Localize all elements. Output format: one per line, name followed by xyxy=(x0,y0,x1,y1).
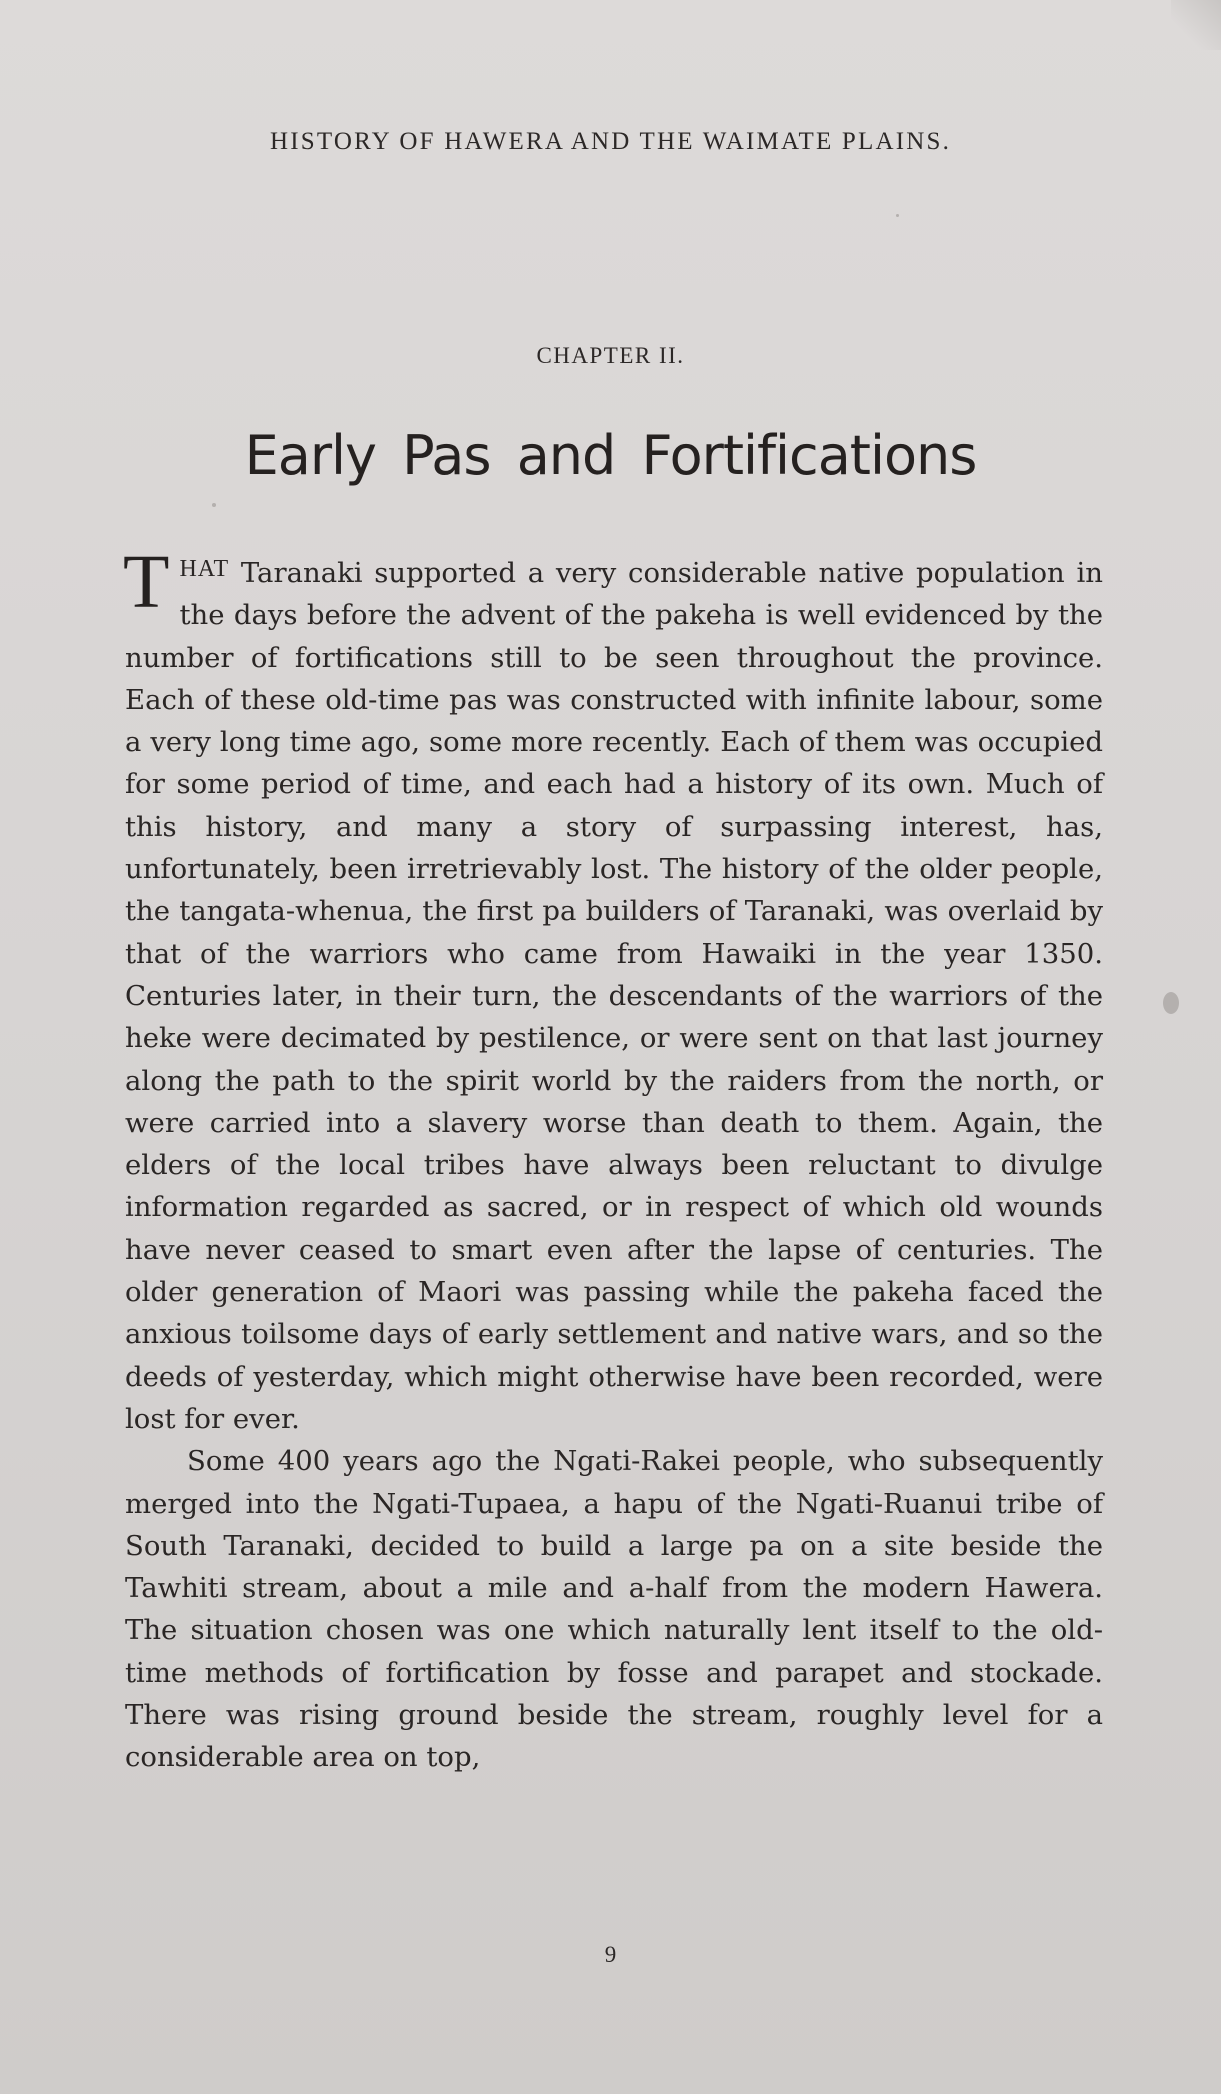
body-text xyxy=(123,540,1103,1779)
paper-speck xyxy=(1163,992,1179,1014)
drop-cap: T xyxy=(123,540,170,624)
paragraph-2: Some 400 years ago the Ngati-Rakei people, who subsequently merged into the Ngati-Tupaea, a hapu of the Ngati-Ruanui tribe of South Taranaki, decided to build a large pa on a site beside the Tawhiti stream, about a mile and a-half from the modern Hawera. The situation chosen was one which naturally lent itself to the old-time methods of fortification by fosse and parapet and stockade. There was rising ground beside the stream, roughly level for a considerable area on top, xyxy=(125,1445,1103,1774)
chapter-title: Early Pas and Fortifications xyxy=(244,424,977,487)
paragraph-1-text: Taranaki supported a very considerable native population in the days before the advent of the pakeha is well evidenced by the number of fortifications still to be seen throughout the province. Each of these old-time pas was constructed with infinite labour, some a very long time ago, some more recently. Each of them was occupied for some period of time, and each had a history of its own. Much of this history, and many a story of surpassing interest, has, unfortunately, been irretrievably lost. The history of the older people, the tangata-whenua, the first pa builders of Taranaki, was overlaid by that of the warriors who came from Hawaiki in the year 1350. Centuries later, in their turn, the descendants of the warriors of the heke were decimated by pestilence, or were sent on that last journey along the path to the spirit world by the raiders from the north, or were carried into a slavery worse than death to them. Again, the elders of the local tribes have always been reluctant to divulge information regarded as sacred, or in respect of which old wounds have never ceased to smart even after the lapse of centuries. The older generation of Maori was passing while the pakeha faced the anxious toilsome days of early settlement and native wars, and so the deeds of yesterday, which might otherwise have been recorded, were lost for ever. xyxy=(125,557,1103,1435)
chapter-label: CHAPTER II. xyxy=(536,343,685,368)
paragraph-1 xyxy=(123,540,1103,1440)
lead-caps: HAT xyxy=(179,556,230,582)
running-head: HISTORY OF HAWERA AND THE WAIMATE PLAINS. xyxy=(269,128,952,155)
paper-speck xyxy=(896,214,899,217)
page-number: 9 xyxy=(604,1942,617,1967)
paper-speck xyxy=(212,503,216,507)
page-corner-shadow xyxy=(1171,0,1221,50)
